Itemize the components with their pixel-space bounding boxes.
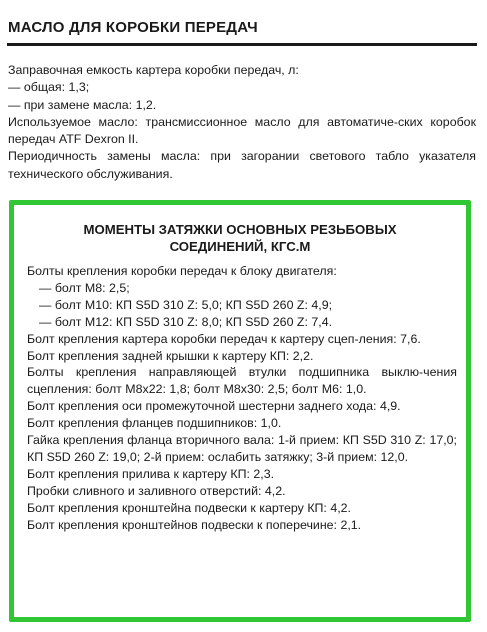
torque-item: Болты крепления направляющей втулки подшипника выклю-чения сцепления: болт M8x22: 1,8; болт M8x30: 2,5; болт M6: 1,0. [27, 365, 457, 397]
torque-item: Болт крепления прилива к картеру КП: 2,3. [27, 466, 275, 481]
torque-item: Болт крепления фланцев подшипников: 1,0. [27, 416, 282, 431]
torque-item: Болт крепления картера коробки передач к картеру сцеп-ления: 7,6. [27, 331, 421, 346]
torque-title-line-2: СОЕДИНЕНИЙ, КГС.М [169, 239, 311, 254]
torque-box [9, 200, 471, 622]
torque-item: Болт крепления кронштейнов подвески к поперечине: 2,1. [27, 517, 362, 532]
section-title: МАСЛО ДЛЯ КОРОБКИ ПЕРЕДАЧ [8, 19, 258, 36]
torque-title [14, 221, 466, 255]
torque-title-line-1: МОМЕНТЫ ЗАТЯЖКИ ОСНОВНЫХ РЕЗЬБОВЫХ [83, 222, 397, 237]
torque-item: Пробки сливного и заливного отверстий: 4,2. [27, 483, 286, 498]
torque-item: — болт M8: 2,5; [39, 280, 130, 295]
torque-item: Болт крепления задней крышки к картеру КП: 2,2. [27, 348, 314, 363]
torque-item: — болт M12: КП S5D 310 Z: 8,0; КП S5D 260 Z: 7,4. [39, 314, 333, 329]
torque-item: — болт M10: КП S5D 310 Z: 5,0; КП S5D 260 Z: 4,9; [39, 297, 333, 312]
oil-type: Используемое масло: трансмиссионное масло для автоматиче-ских коробок передач ATF Dexron II. [8, 114, 476, 147]
torque-list [27, 263, 457, 534]
change-interval: Периодичность замены масла: при загорании светового табло указателя технического обслуживания. [8, 149, 476, 181]
torque-item: Гайка крепления фланца вторичного вала: 1-й прием: КП S5D 310 Z: 17,0; КП S5D 260 Z: 19,0; 2-й прием: ослабить затяжку; 3-й прием: 12,0. [27, 433, 457, 464]
intro-text [8, 62, 476, 183]
torque-item: Болт крепления оси промежуточной шестерни заднего хода: 4,9. [27, 399, 401, 414]
capacity-replace: — при замене масла: 1,2. [8, 97, 157, 112]
capacity-line: Заправочная емкость картера коробки передач, л: [8, 63, 299, 77]
capacity-total: — общая: 1,3; [8, 80, 90, 95]
title-rule [7, 43, 477, 46]
torque-item: Болты крепления коробки передач к блоку двигателя: [27, 264, 337, 278]
torque-item: Болт крепления кронштейна подвески к картеру КП: 4,2. [27, 500, 351, 515]
